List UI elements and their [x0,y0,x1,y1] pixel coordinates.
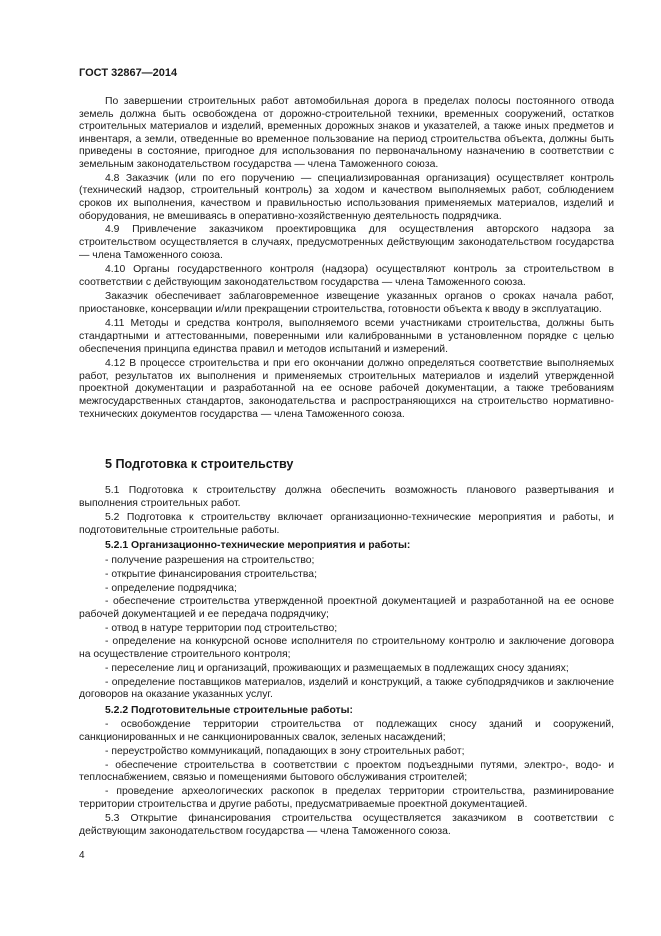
paragraph-5-1: 5.1 Подготовка к строительству должна обеспечить возможность планового развертывания и выполнения строительных работ. [79,485,614,509]
subsection-heading-5-2-2: 5.2.2 Подготовительные строительные работы: [105,704,353,716]
paragraph: По завершении строительных работ автомобильная дорога в пределах полосы постоянного отвода земель должна быть освобождена от дорожно-строительной техники, временных сооружений, остатков строительных материалов и изделий, временных дорожных знаков и указателей, а также иных предметов и инвентаря, а земли, отведенные во временное пользование на период строительства объекта, должны быть приведены в состояние, пригодное для использования по первоначальному назначению в соответствии с земельным законодательством государства — члена Таможенного союза. [79,96,614,170]
paragraph-5-2: 5.2 Подготовка к строительству включает организационно-технические мероприятия и работы, и подготовительные строительные работы. [79,512,614,536]
list-item: - освобождение территории строительства от подлежащих сносу зданий и сооружений, санкционированных и не санкционированных свалок, зеленых насаждений; [79,719,614,743]
document-header: ГОСТ 32867—2014 [79,67,178,79]
list-item: - открытие финансирования строительства; [105,568,317,580]
paragraph-4-12: 4.12 В процессе строительства и при его окончании должно определяться соответствие выполняемых работ, результатов их выполнения и применяемых строительных материалов и изделий утвержденной проектной документации и разработанной на ее основе рабочей документации, а также требованиям межгосударственных стандартов, законодательства и распространяющихся на строительство нормативно-технических документов государства — члена Таможенного союза. [79,358,614,420]
section-5-body [79,485,614,840]
paragraph-4-10: 4.10 Органы государственного контроля (надзора) осуществляют контроль за строительством в соответствии с действующим законодательством государства — члена Таможенного союза. [79,264,614,288]
list-item: - обеспечение строительства в соответствии с проектом подъездными путями, электро-, водо- и теплоснабжением, связью и помещениями бытового обслуживания строителей; [79,759,614,784]
paragraph-4-11: 4.11 Методы и средства контроля, выполняемого всеми участниками строительства, должны быть стандартными и аттестованными, поверенными или калиброванными в установленном порядке с целью обеспечения принципа единства правил и методов испытаний и измерений. [79,318,614,355]
list-item: - получение разрешения на строительство; [105,554,315,566]
list-item: - обеспечение строительства утвержденной проектной документацией и разработанной на ее основе рабочей документацией и ее передача подрядчику; [79,596,614,620]
paragraph-5-3: 5.3 Открытие финансирования строительства осуществляется заказчиком в соответствии с действующим законодательством государства — члена Таможенного союза. [79,813,614,837]
paragraph: Заказчик обеспечивает заблаговременное извещение указанных органов о сроках начала работ, приостановке, консервации и/или прекращении строительства, готовности объекта к вводу в эксплуатацию. [79,291,614,315]
list-item: - определение подрядчика; [105,582,237,594]
page-number: 4 [79,850,85,861]
list-item: - определение поставщиков материалов, изделий и конструкций, а также субподрядчиков и заключение договоров на оказание указанных услуг. [79,676,614,701]
list-item: - отвод в натуре территории под строительство; [105,622,338,634]
list-item: - переустройство коммуникаций, попадающих в зону строительных работ; [105,745,465,757]
list-item: - проведение археологических раскопок в пределах территории строительства, разминирование территории строительства и другие работы, предусматриваемые проектной документацией. [79,785,614,810]
paragraph-4-9: 4.9 Привлечение заказчиком проектировщика для осуществления авторского надзора за строительством осуществляется в случаях, предусмотренных действующим законодательством государства — члена Таможенного союза. [79,224,614,261]
section-4-continuation [79,96,614,422]
subsection-heading-5-2-1: 5.2.1 Организационно-технические мероприятия и работы: [105,540,411,552]
section-title: 5 Подготовка к строительству [105,457,294,471]
paragraph-4-8: 4.8 Заказчик (или по его поручению — специализированная организация) осуществляет контроль (технический надзор, строительный контроль) за ходом и качеством выполняемых работ, соблюдением сроков их выполнения, качеством и правильностью использования применяемых материалов, изделий и оборудования, не вмешиваясь в оперативно-хозяйственную деятельность подрядчика. [79,172,614,222]
list-item: - переселение лиц и организаций, проживающих и размещаемых в подлежащих сносу зданиях; [105,662,569,674]
list-item: - определение на конкурсной основе исполнителя по строительному контролю и заключение договора на осуществление строительного контроля; [79,636,614,661]
